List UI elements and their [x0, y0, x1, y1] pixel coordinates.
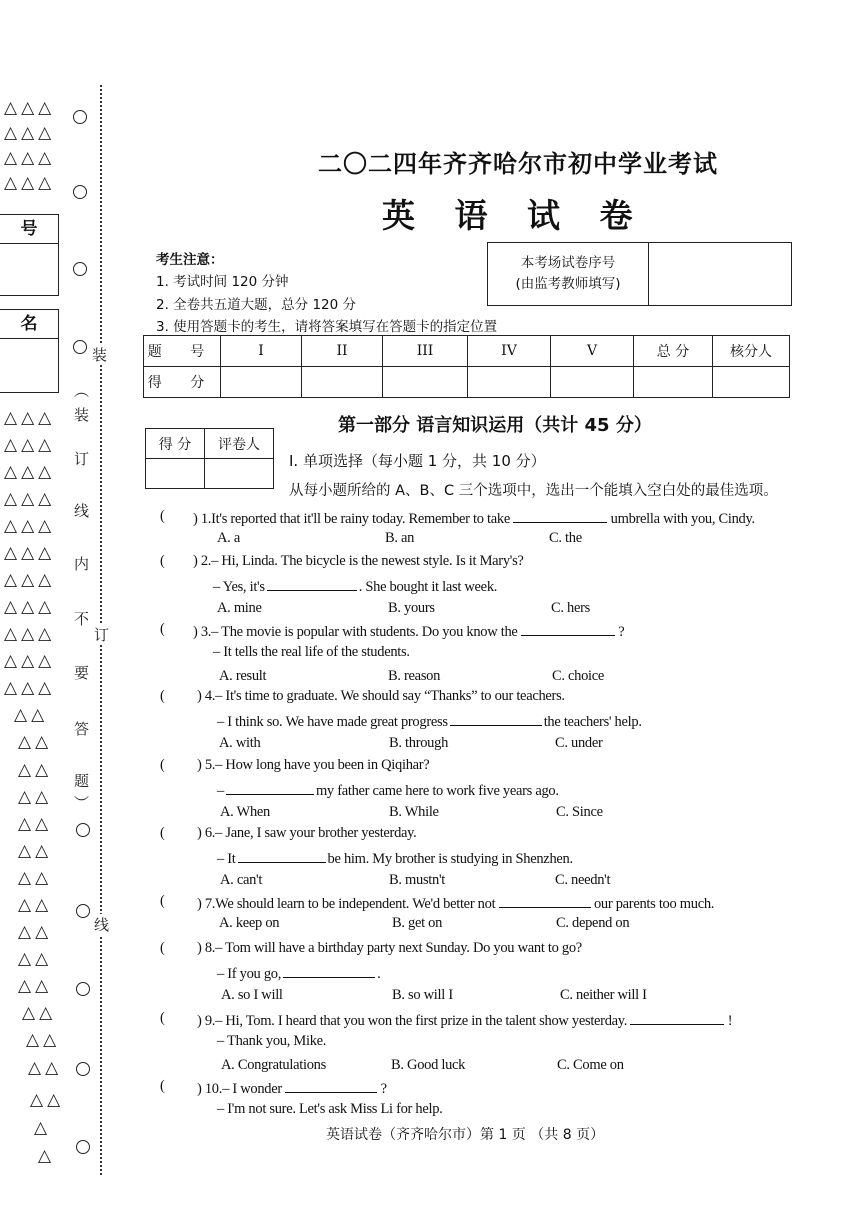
notice-char: 内: [74, 555, 90, 573]
answer-option: B. through: [389, 735, 449, 751]
reply-text: –: [217, 783, 224, 799]
triangle-row: △△△: [4, 123, 56, 143]
score-cell[interactable]: [634, 367, 713, 398]
question-stem: [193, 508, 755, 528]
score-table-label: 得 分: [144, 367, 221, 398]
answer-option: C. needn't: [555, 872, 611, 888]
question-text: – How long have you been in Qiqihar?: [215, 757, 430, 773]
answer-option: B. yours: [388, 600, 435, 616]
question-reply: [213, 576, 497, 596]
reply-text: – Thank you, Mike.: [217, 1033, 327, 1049]
triangle-row: △△: [18, 895, 53, 915]
answer-option: C. Come on: [557, 1057, 624, 1073]
reply-text: – I think so. We have made great progress: [217, 714, 448, 730]
answer-option: A. can't: [220, 872, 263, 888]
question-reply: [213, 644, 410, 661]
reply-text: – It: [217, 851, 236, 867]
question-number: ) 3.: [193, 624, 212, 640]
score-table: [143, 335, 790, 398]
student-name-label: 名: [0, 310, 58, 339]
question-text: We should learn to be independent. We'd better not: [215, 896, 496, 912]
question-reply: [217, 1101, 443, 1118]
score-col-header: 核分人: [713, 336, 790, 367]
reply-text: – I'm not sure. Let's ask Miss Li for help.: [217, 1101, 443, 1117]
question-text-after: !: [727, 1013, 733, 1029]
question-stem: [197, 940, 582, 957]
triangle-row: △△△: [4, 516, 56, 536]
answer-bracket[interactable]: (: [160, 688, 165, 704]
notice-char: 订: [74, 450, 90, 468]
notice-char: 要: [74, 664, 90, 682]
binding-hole-icon: [73, 262, 87, 276]
question-text: It's reported that it'll be rainy today. Remember to take: [211, 511, 510, 527]
answer-option: A. keep on: [219, 915, 280, 931]
triangle-row: △△: [30, 1090, 65, 1110]
triangle-row: △△: [18, 814, 53, 834]
score-table-label: 题 号: [144, 336, 221, 367]
answer-blank[interactable]: [521, 621, 615, 636]
seal-char: 装: [92, 346, 108, 364]
answer-option: A. so I will: [221, 987, 283, 1003]
answer-bracket[interactable]: (: [160, 508, 165, 524]
notice-char: 线: [74, 502, 90, 520]
question-stem: [197, 1078, 387, 1098]
triangle-row: △△: [18, 868, 53, 888]
answer-option: A. result: [219, 668, 267, 684]
question-text: – The movie is popular with students. Do you know the: [211, 624, 518, 640]
triangle-row: △△△: [4, 597, 56, 617]
triangle-row: △△: [14, 705, 49, 725]
question-text: – Hi, Tom. I heard that you won the first prize in the talent show yesterday.: [215, 1013, 628, 1029]
triangle-row: △△: [26, 1030, 61, 1050]
reply-text-after: . She bought it last week.: [358, 579, 498, 595]
answer-blank[interactable]: [513, 508, 607, 523]
answer-option: C. hers: [551, 600, 590, 616]
notice-item: 1. 考试时间 120 分钟: [156, 274, 289, 290]
answer-option: A. with: [219, 735, 261, 751]
notice-char: 答: [74, 720, 90, 738]
triangle-row: △△△: [4, 624, 56, 644]
question-text: – I wonder: [222, 1081, 282, 1097]
triangle-row: △△: [18, 949, 53, 969]
notice-char: 题: [74, 772, 90, 790]
question-number: ) 2.: [193, 553, 212, 569]
notice-char: ）: [72, 794, 91, 811]
answer-blank[interactable]: [226, 780, 314, 795]
triangle-row: △△△: [4, 148, 56, 168]
answer-blank[interactable]: [283, 963, 375, 978]
triangle-row: △△△: [4, 678, 56, 698]
question-number: ) 6.: [197, 825, 216, 841]
answer-option: C. depend on: [556, 915, 630, 931]
question-text: – Tom will have a birthday party next Sunday. Do you want to go?: [215, 940, 582, 956]
question-text-after: our parents too much.: [593, 896, 715, 912]
triangle-row: △△: [18, 841, 53, 861]
answer-bracket[interactable]: (: [160, 1078, 165, 1094]
triangle-row: △△△: [4, 489, 56, 509]
score-cell[interactable]: [713, 367, 790, 398]
question-number: ) 9.: [197, 1013, 216, 1029]
question-text-after: ?: [618, 624, 625, 640]
question-number: ) 4.: [197, 688, 216, 704]
answer-option: B. mustn't: [389, 872, 446, 888]
question-number: ) 1.: [193, 511, 212, 527]
grader-score-cell[interactable]: [146, 459, 205, 489]
score-cell[interactable]: [551, 367, 634, 398]
question-text-after: umbrella with you, Cindy.: [610, 511, 755, 527]
notice-item: 3. 使用答题卡的考生，请将答案填写在答题卡的指定位置: [156, 319, 498, 335]
score-cell[interactable]: [302, 367, 383, 398]
triangle-row: △△: [18, 732, 53, 752]
reply-text-after: the teachers' help.: [543, 714, 642, 730]
triangle-row: △△△: [4, 408, 56, 428]
question-stem: [197, 893, 714, 913]
score-col-header: II: [302, 336, 383, 367]
triangle-row: △△: [18, 922, 53, 942]
exam-number-label: 号: [0, 215, 58, 244]
reply-text-after: .: [377, 966, 381, 982]
question-number: ) 8.: [197, 940, 216, 956]
section-title: I. 单项选择（每小题 1 分，共 10 分）: [289, 452, 546, 470]
question-text: – Jane, I saw your brother yesterday.: [215, 825, 417, 841]
answer-option: C. choice: [552, 668, 605, 684]
reply-text-after: be him. My brother is studying in Shenzhen.: [327, 851, 573, 867]
answer-option: B. While: [389, 804, 439, 820]
student-name-box[interactable]: [0, 309, 59, 393]
question-reply: [217, 1033, 326, 1050]
question-text: – It's time to graduate. We should say “Thanks” to our teachers.: [215, 688, 565, 704]
triangle-row: △△△: [4, 462, 56, 482]
exam-number-box[interactable]: [0, 214, 59, 296]
page-footer: 英语试卷（齐齐哈尔市）第 1 页 （共 8 页）: [326, 1127, 605, 1143]
binding-hole-icon: [76, 823, 90, 837]
question-stem: [197, 688, 565, 705]
answer-blank[interactable]: [267, 576, 357, 591]
score-cell[interactable]: [221, 367, 302, 398]
reply-text-after: my father came here to work five years ago.: [315, 783, 559, 799]
answer-option: C. Since: [556, 804, 603, 820]
triangle-row: △△△: [4, 570, 56, 590]
answer-option: C. neither will I: [560, 987, 647, 1003]
answer-bracket[interactable]: (: [160, 621, 165, 637]
question-number: ) 10.: [197, 1081, 223, 1097]
question-stem: [193, 621, 624, 641]
binding-hole-icon: [73, 340, 87, 354]
triangle-row: △△: [22, 1003, 57, 1023]
binding-hole-icon: [76, 1140, 90, 1154]
seat-number-box: [487, 242, 792, 306]
reply-text: – If you go,: [217, 966, 282, 982]
exam-title: 二〇二四年齐齐哈尔市初中学业考试: [318, 150, 718, 178]
part-title: 第一部分 语言知识运用（共计 45 分）: [338, 415, 652, 436]
triangle-row: △: [34, 1118, 52, 1138]
score-cell[interactable]: [383, 367, 468, 398]
notice-item: 2. 全卷共五道大题，总分 120 分: [156, 297, 357, 313]
grader-table: [145, 428, 274, 489]
answer-bracket[interactable]: (: [160, 893, 165, 909]
score-col-header: 总 分: [634, 336, 713, 367]
answer-blank[interactable]: [238, 848, 326, 863]
question-text-after: ?: [380, 1081, 387, 1097]
score-col-header: IV: [468, 336, 551, 367]
binding-hole-icon: [76, 982, 90, 996]
reply-text: – Yes, it's: [213, 579, 265, 595]
answer-blank[interactable]: [285, 1078, 377, 1093]
score-table-header-row: [144, 336, 790, 367]
question-stem: [193, 553, 524, 570]
triangle-row: △△△: [4, 98, 56, 118]
answer-option: A. a: [217, 530, 240, 546]
triangle-row: △△△: [4, 435, 56, 455]
answer-option: C. under: [555, 735, 603, 751]
question-number: ) 7.: [197, 896, 216, 912]
answer-bracket[interactable]: (: [160, 940, 165, 956]
triangle-row: △△: [18, 787, 53, 807]
triangle-row: △△△: [4, 543, 56, 563]
triangle-row: △△△: [4, 173, 56, 193]
score-cell[interactable]: [468, 367, 551, 398]
section-instruction: 从每小题所给的 A、B、C 三个选项中，选出一个能填入空白处的最佳选项。: [289, 483, 778, 499]
answer-blank[interactable]: [499, 893, 591, 908]
answer-bracket[interactable]: (: [160, 757, 165, 773]
question-text: – Hi, Linda. The bicycle is the newest style. Is it Mary's?: [211, 553, 524, 569]
answer-option: B. so will I: [392, 987, 453, 1003]
binding-hole-icon: [76, 1062, 90, 1076]
triangle-row: △△: [18, 760, 53, 780]
question-stem: [197, 757, 429, 774]
answer-blank[interactable]: [450, 711, 542, 726]
score-table-value-row: [144, 367, 790, 398]
answer-option: A. When: [220, 804, 270, 820]
triangle-row: △△△: [4, 651, 56, 671]
seat-number-field[interactable]: [649, 243, 791, 305]
reply-text: – It tells the real life of the students.: [213, 644, 410, 660]
notice-char: 不: [74, 610, 90, 628]
triangle-row: △△: [28, 1058, 63, 1078]
grader-name-cell[interactable]: [205, 459, 274, 489]
triangle-row: △: [38, 1146, 56, 1166]
score-col-header: I: [221, 336, 302, 367]
question-number: ) 5.: [197, 757, 216, 773]
question-reply: [217, 963, 380, 983]
grader-score-label: 得 分: [146, 429, 205, 459]
answer-option: B. an: [385, 530, 415, 546]
score-col-header: V: [551, 336, 634, 367]
seat-number-label: 本考场试卷序号 (由监考教师填写): [488, 243, 649, 305]
answer-option: C. the: [549, 530, 582, 546]
question-reply: [217, 848, 573, 868]
answer-bracket[interactable]: (: [160, 825, 165, 841]
answer-option: B. Good luck: [391, 1057, 466, 1073]
binding-hole-icon: [73, 110, 87, 124]
question-reply: [217, 780, 559, 800]
notice-char: （: [72, 382, 91, 399]
seal-char: 订: [94, 626, 110, 644]
notice-char: 装: [74, 406, 90, 424]
answer-bracket[interactable]: (: [160, 1010, 165, 1026]
question-reply: [217, 711, 642, 731]
answer-blank[interactable]: [630, 1010, 724, 1025]
question-stem: [197, 825, 417, 842]
subject-title: 英 语 试 卷: [382, 196, 647, 235]
binding-hole-icon: [76, 904, 90, 918]
answer-option: B. get on: [392, 915, 443, 931]
notice-heading: 考生注意：: [156, 252, 224, 268]
answer-bracket[interactable]: (: [160, 553, 165, 569]
binding-hole-icon: [73, 185, 87, 199]
answer-option: A. Congratulations: [221, 1057, 326, 1073]
answer-option: A. mine: [217, 600, 262, 616]
answer-option: B. reason: [388, 668, 441, 684]
question-stem: [197, 1010, 732, 1030]
seal-char: 线: [94, 916, 110, 934]
grader-name-label: 评卷人: [205, 429, 274, 459]
score-col-header: III: [383, 336, 468, 367]
triangle-row: △△: [18, 976, 53, 996]
